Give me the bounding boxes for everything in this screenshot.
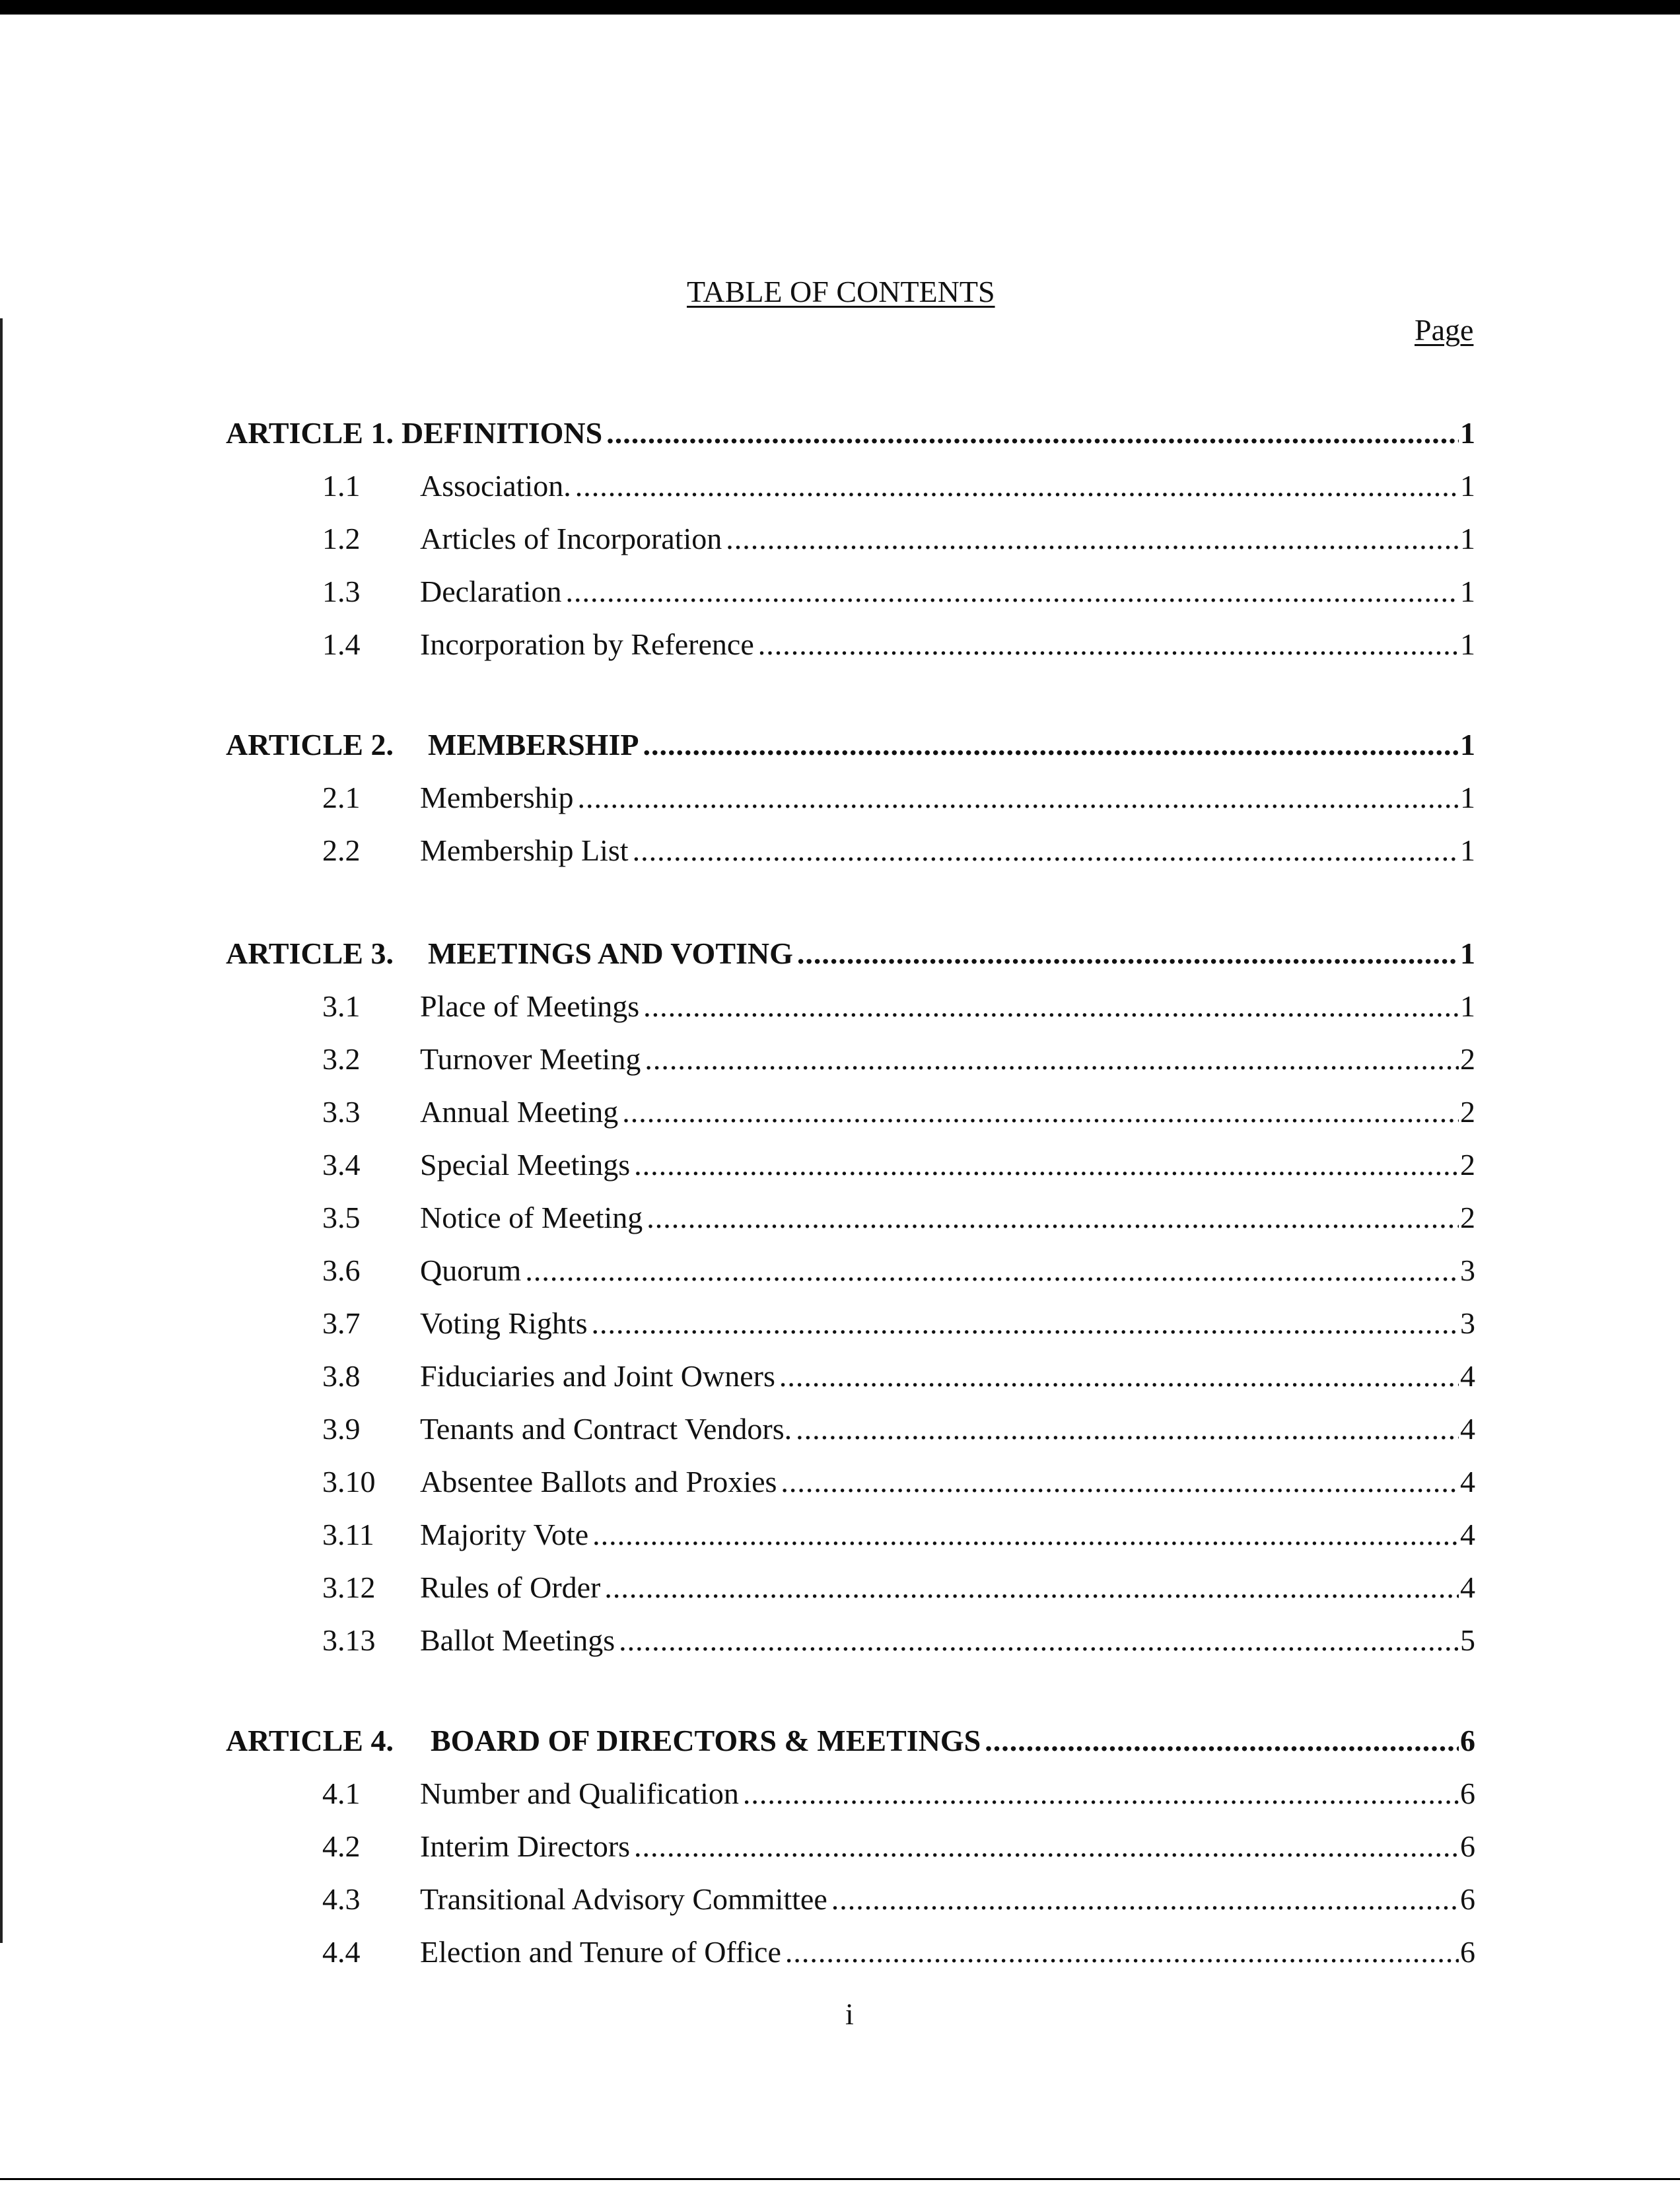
section-page: 6: [1460, 1882, 1475, 1916]
section-page: 6: [1460, 1777, 1475, 1810]
toc-section-row: [322, 1568, 1475, 1607]
section-number: 2.2: [322, 833, 361, 867]
toc-section-row: [322, 1357, 1475, 1396]
section-page: 1: [1460, 833, 1475, 867]
dot-leader: [606, 413, 1459, 453]
section-number: 3.1: [322, 989, 361, 1023]
section-title: Declaration: [420, 575, 562, 608]
article-number: ARTICLE 2.: [226, 728, 394, 761]
dot-leader: [634, 1827, 1459, 1866]
section-page: 4: [1460, 1518, 1475, 1551]
dot-leader: [622, 1092, 1459, 1132]
dot-leader: [566, 572, 1459, 612]
section-page: 1: [1460, 989, 1475, 1023]
section-title: Articles of Incorporation: [420, 522, 722, 555]
dot-leader: [758, 625, 1459, 664]
toc-section-row: [322, 987, 1475, 1026]
section-title: Number and Qualification: [420, 1777, 739, 1810]
section-page: 2: [1460, 1095, 1475, 1129]
toc-section-row: [322, 466, 1475, 506]
toc-section-row: [322, 1932, 1475, 1972]
article-page: 1: [1460, 936, 1475, 970]
section-number: 3.8: [322, 1359, 361, 1393]
section-title: Tenants and Contract Vendors.: [420, 1412, 792, 1446]
dot-leader: [985, 1721, 1459, 1761]
section-number: 4.1: [322, 1777, 361, 1810]
toc-section-row: [322, 519, 1475, 559]
article-title: DEFINITIONS: [402, 416, 603, 450]
dot-leader: [643, 725, 1459, 765]
article-number: ARTICLE 4.: [226, 1724, 394, 1757]
section-title: Incorporation by Reference: [420, 627, 754, 661]
toc-section-row: [322, 1515, 1475, 1555]
toc-section-row: [322, 831, 1475, 870]
section-title: Majority Vote: [420, 1518, 589, 1551]
section-title: Fiduciaries and Joint Owners: [420, 1359, 775, 1393]
section-number: 1.3: [322, 575, 361, 608]
dot-leader: [797, 934, 1459, 973]
section-number: 3.4: [322, 1148, 361, 1181]
section-number: 1.2: [322, 522, 361, 555]
toc-section-row: [322, 1304, 1475, 1343]
dot-leader: [645, 1040, 1459, 1079]
toc-section-row: [322, 625, 1475, 664]
toc-section-row: [322, 1092, 1475, 1132]
section-page: 6: [1460, 1829, 1475, 1863]
section-page: 4: [1460, 1570, 1475, 1604]
dot-leader: [619, 1621, 1459, 1660]
article-title: MEMBERSHIP: [428, 728, 639, 761]
dot-leader: [592, 1304, 1459, 1343]
article-page: 1: [1460, 728, 1475, 761]
toc-section-row: [322, 778, 1475, 818]
section-number: 3.13: [322, 1623, 376, 1657]
section-title: Notice of Meeting: [420, 1201, 643, 1234]
dot-leader: [578, 778, 1459, 818]
toc-section-row: [322, 1827, 1475, 1866]
dot-leader: [831, 1880, 1459, 1919]
section-number: 3.12: [322, 1570, 376, 1604]
dot-leader: [604, 1568, 1459, 1607]
dot-leader: [647, 1198, 1459, 1238]
section-page: 5: [1460, 1623, 1475, 1657]
section-title: Ballot Meetings: [420, 1623, 615, 1657]
dot-leader: [633, 831, 1459, 870]
toc-section-row: [322, 1880, 1475, 1919]
article-page: 6: [1460, 1724, 1475, 1757]
section-title: Membership List: [420, 833, 629, 867]
toc-section-row: [322, 1040, 1475, 1079]
toc-section-row: [322, 1198, 1475, 1238]
section-number: 3.3: [322, 1095, 361, 1129]
dot-leader: [525, 1251, 1459, 1290]
section-page: 3: [1460, 1306, 1475, 1340]
section-title: Turnover Meeting: [420, 1042, 641, 1076]
section-number: 3.10: [322, 1465, 376, 1498]
dot-leader: [634, 1145, 1459, 1185]
section-title: Transitional Advisory Committee: [420, 1882, 827, 1916]
dot-leader: [592, 1515, 1459, 1555]
section-number: 4.4: [322, 1935, 361, 1969]
section-page: 1: [1460, 575, 1475, 608]
section-page: 4: [1460, 1465, 1475, 1498]
toc-article-row: [226, 1721, 1475, 1761]
toc-section-row: [322, 1409, 1475, 1449]
section-number: 3.9: [322, 1412, 361, 1446]
article-number: ARTICLE 3.: [226, 936, 394, 970]
dot-leader: [796, 1409, 1459, 1449]
section-title: Membership: [420, 781, 574, 814]
section-page: 6: [1460, 1935, 1475, 1969]
section-title: Election and Tenure of Office: [420, 1935, 781, 1969]
footer-page-number: i: [845, 1997, 854, 2031]
section-number: 3.11: [322, 1518, 374, 1551]
section-number: 3.5: [322, 1201, 361, 1234]
toc-section-row: [322, 1145, 1475, 1185]
toc-article-row: [226, 413, 1475, 453]
dot-leader: [575, 466, 1459, 506]
section-number: 2.1: [322, 781, 361, 814]
dot-leader: [726, 519, 1459, 559]
section-number: 4.2: [322, 1829, 361, 1863]
section-page: 2: [1460, 1201, 1475, 1234]
section-title: Annual Meeting: [420, 1095, 619, 1129]
article-title: MEETINGS AND VOTING: [428, 936, 793, 970]
section-number: 4.3: [322, 1882, 361, 1916]
section-title: Place of Meetings: [420, 989, 640, 1023]
section-number: 3.6: [322, 1253, 361, 1287]
toc-article-row: [226, 934, 1475, 973]
section-page: 2: [1460, 1042, 1475, 1076]
dot-leader: [785, 1932, 1459, 1972]
page-column-heading: Page: [1415, 313, 1474, 347]
section-page: 1: [1460, 627, 1475, 661]
section-page: 4: [1460, 1412, 1475, 1446]
section-page: 1: [1460, 469, 1475, 503]
section-number: 3.7: [322, 1306, 361, 1340]
toc-article-row: [226, 725, 1475, 765]
section-page: 3: [1460, 1253, 1475, 1287]
section-title: Rules of Order: [420, 1570, 601, 1604]
article-page: 1: [1460, 416, 1475, 450]
section-title: Association.: [420, 469, 571, 503]
section-number: 3.2: [322, 1042, 361, 1076]
toc-section-row: [322, 1621, 1475, 1660]
dot-leader: [781, 1462, 1459, 1502]
section-number: 1.4: [322, 627, 361, 661]
toc-section-row: [322, 1774, 1475, 1814]
dot-leader: [779, 1357, 1459, 1396]
dot-leader: [743, 1774, 1459, 1814]
section-title: Interim Directors: [420, 1829, 631, 1863]
toc-section-row: [322, 572, 1475, 612]
article-title: BOARD OF DIRECTORS & MEETINGS: [431, 1724, 981, 1757]
section-number: 1.1: [322, 469, 361, 503]
toc-section-row: [322, 1251, 1475, 1290]
section-title: Absentee Ballots and Proxies: [420, 1465, 777, 1498]
toc-section-row: [322, 1462, 1475, 1502]
section-page: 2: [1460, 1148, 1475, 1181]
dot-leader: [643, 987, 1459, 1026]
document-title: TABLE OF CONTENTS: [687, 275, 995, 308]
section-page: 1: [1460, 522, 1475, 555]
article-number: ARTICLE 1.: [226, 416, 394, 450]
section-page: 4: [1460, 1359, 1475, 1393]
section-page: 1: [1460, 781, 1475, 814]
section-title: Quorum: [420, 1253, 522, 1287]
section-title: Voting Rights: [420, 1306, 588, 1340]
section-title: Special Meetings: [420, 1148, 631, 1181]
